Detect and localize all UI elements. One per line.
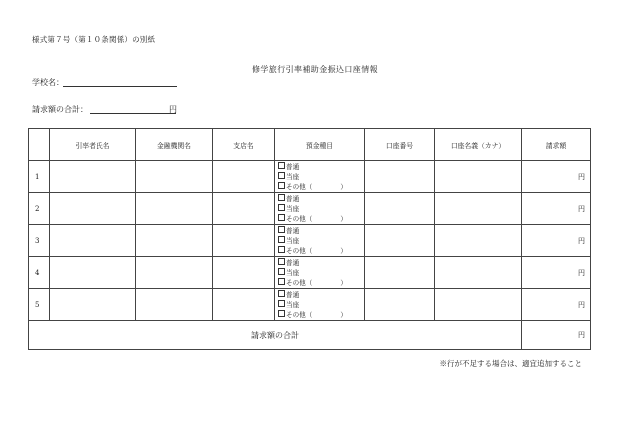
checkbox-icon[interactable] bbox=[278, 278, 285, 285]
checkbox-icon[interactable] bbox=[278, 310, 285, 317]
checkbox-icon[interactable] bbox=[278, 258, 285, 265]
table-row bbox=[29, 161, 591, 193]
footnote: ※行が不足する場合は、適宜追加すること bbox=[439, 359, 582, 368]
option-current[interactable] bbox=[278, 204, 364, 214]
option-label: 当座 bbox=[286, 204, 300, 213]
requested-amount-cell[interactable] bbox=[522, 257, 591, 289]
table-row bbox=[29, 257, 591, 289]
chaperone-name-cell[interactable] bbox=[50, 193, 136, 225]
checkbox-icon[interactable] bbox=[278, 204, 285, 211]
deposit-type-cell bbox=[275, 161, 365, 193]
checkbox-icon[interactable] bbox=[278, 246, 285, 253]
chaperone-name-cell[interactable] bbox=[50, 225, 136, 257]
account-number-cell[interactable] bbox=[365, 289, 435, 321]
header-account-holder-kana: 口座名義（カナ） bbox=[435, 129, 522, 161]
bank-name-cell[interactable] bbox=[136, 161, 213, 193]
school-name-label: 学校名： bbox=[32, 78, 64, 87]
option-label: その他（ bbox=[286, 278, 313, 287]
option-other[interactable] bbox=[278, 310, 364, 320]
option-label: 当座 bbox=[286, 268, 300, 277]
option-ordinary[interactable] bbox=[278, 290, 364, 300]
header-number bbox=[29, 129, 50, 161]
option-label: 普通 bbox=[286, 226, 300, 235]
option-close-paren: ） bbox=[340, 278, 347, 287]
yen-label: 円 bbox=[578, 268, 585, 277]
account-holder-cell[interactable] bbox=[435, 225, 522, 257]
document-title: 修学旅行引率補助金振込口座情報 bbox=[252, 65, 378, 74]
option-ordinary[interactable] bbox=[278, 194, 364, 204]
checkbox-icon[interactable] bbox=[278, 194, 285, 201]
header-deposit-type: 預金種目 bbox=[275, 129, 365, 161]
account-number-cell[interactable] bbox=[365, 257, 435, 289]
option-label: 当座 bbox=[286, 300, 300, 309]
checkbox-icon[interactable] bbox=[278, 214, 285, 221]
option-current[interactable] bbox=[278, 268, 364, 278]
branch-name-cell[interactable] bbox=[213, 289, 275, 321]
yen-label: 円 bbox=[578, 300, 585, 309]
requested-amount-cell[interactable] bbox=[522, 289, 591, 321]
header-chaperone-name: 引率者氏名 bbox=[50, 129, 136, 161]
deposit-type-cell bbox=[275, 289, 365, 321]
header-branch-name: 支店名 bbox=[213, 129, 275, 161]
requested-amount-cell[interactable] bbox=[522, 193, 591, 225]
table-row bbox=[29, 193, 591, 225]
header-account-number: 口座番号 bbox=[365, 129, 435, 161]
checkbox-icon[interactable] bbox=[278, 182, 285, 189]
account-number-cell[interactable] bbox=[365, 161, 435, 193]
bank-name-cell[interactable] bbox=[136, 225, 213, 257]
option-close-paren: ） bbox=[340, 214, 347, 223]
branch-name-cell[interactable] bbox=[213, 257, 275, 289]
chaperone-name-cell[interactable] bbox=[50, 289, 136, 321]
option-label: 普通 bbox=[286, 194, 300, 203]
option-label: 当座 bbox=[286, 172, 300, 181]
option-close-paren: ） bbox=[340, 246, 347, 255]
checkbox-icon[interactable] bbox=[278, 268, 285, 275]
checkbox-icon[interactable] bbox=[278, 236, 285, 243]
account-number-cell[interactable] bbox=[365, 225, 435, 257]
bank-name-cell[interactable] bbox=[136, 289, 213, 321]
checkbox-icon[interactable] bbox=[278, 162, 285, 169]
option-ordinary[interactable] bbox=[278, 258, 364, 268]
option-label: その他（ bbox=[286, 214, 313, 223]
header-bank-name: 金融機関名 bbox=[136, 129, 213, 161]
total-row-amount[interactable] bbox=[522, 321, 591, 350]
form-reference: 様式第７号（第１０条関係）の別紙 bbox=[32, 35, 156, 44]
option-label: 普通 bbox=[286, 258, 300, 267]
account-holder-cell[interactable] bbox=[435, 289, 522, 321]
yen-label: 円 bbox=[578, 172, 585, 181]
option-label: 当座 bbox=[286, 236, 300, 245]
chaperone-name-cell[interactable] bbox=[50, 161, 136, 193]
yen-label: 円 bbox=[578, 331, 585, 339]
bank-name-cell[interactable] bbox=[136, 257, 213, 289]
row-number: 3 bbox=[29, 225, 50, 257]
account-table bbox=[28, 128, 591, 350]
option-label: 普通 bbox=[286, 162, 300, 171]
option-other[interactable] bbox=[278, 182, 364, 192]
checkbox-icon[interactable] bbox=[278, 226, 285, 233]
bank-name-cell[interactable] bbox=[136, 193, 213, 225]
account-holder-cell[interactable] bbox=[435, 257, 522, 289]
yen-label: 円 bbox=[578, 236, 585, 245]
option-close-paren: ） bbox=[340, 310, 347, 319]
account-number-cell[interactable] bbox=[365, 193, 435, 225]
row-number: 1 bbox=[29, 161, 50, 193]
option-label: その他（ bbox=[286, 310, 313, 319]
branch-name-cell[interactable] bbox=[213, 225, 275, 257]
school-name-underline bbox=[63, 86, 177, 87]
branch-name-cell[interactable] bbox=[213, 193, 275, 225]
option-close-paren: ） bbox=[340, 182, 347, 191]
table-row bbox=[29, 289, 591, 321]
checkbox-icon[interactable] bbox=[278, 172, 285, 179]
row-number: 4 bbox=[29, 257, 50, 289]
total-amount-underline bbox=[90, 113, 176, 114]
table-total-row bbox=[29, 321, 591, 350]
option-ordinary[interactable] bbox=[278, 226, 364, 236]
requested-amount-cell[interactable] bbox=[522, 225, 591, 257]
deposit-type-cell bbox=[275, 257, 365, 289]
option-label: その他（ bbox=[286, 246, 313, 255]
option-label: 普通 bbox=[286, 290, 300, 299]
branch-name-cell[interactable] bbox=[213, 161, 275, 193]
header-requested-amount: 請求額 bbox=[522, 129, 591, 161]
account-holder-cell[interactable] bbox=[435, 161, 522, 193]
deposit-type-cell bbox=[275, 193, 365, 225]
yen-label: 円 bbox=[578, 204, 585, 213]
option-current[interactable] bbox=[278, 236, 364, 246]
row-number: 5 bbox=[29, 289, 50, 321]
option-other[interactable] bbox=[278, 278, 364, 288]
option-other[interactable] bbox=[278, 246, 364, 256]
table-row bbox=[29, 225, 591, 257]
option-ordinary[interactable] bbox=[278, 162, 364, 172]
option-label: その他（ bbox=[286, 182, 313, 191]
option-other[interactable] bbox=[278, 214, 364, 224]
requested-amount-cell[interactable] bbox=[522, 161, 591, 193]
total-amount-yen: 円 bbox=[169, 105, 177, 114]
checkbox-icon[interactable] bbox=[278, 300, 285, 307]
deposit-type-cell bbox=[275, 225, 365, 257]
table-header-row bbox=[29, 129, 591, 161]
total-row-label: 請求額の合計 bbox=[29, 321, 522, 350]
option-current[interactable] bbox=[278, 172, 364, 182]
row-number: 2 bbox=[29, 193, 50, 225]
option-current[interactable] bbox=[278, 300, 364, 310]
chaperone-name-cell[interactable] bbox=[50, 257, 136, 289]
total-amount-label: 請求額の合計： bbox=[32, 105, 88, 114]
checkbox-icon[interactable] bbox=[278, 290, 285, 297]
account-holder-cell[interactable] bbox=[435, 193, 522, 225]
